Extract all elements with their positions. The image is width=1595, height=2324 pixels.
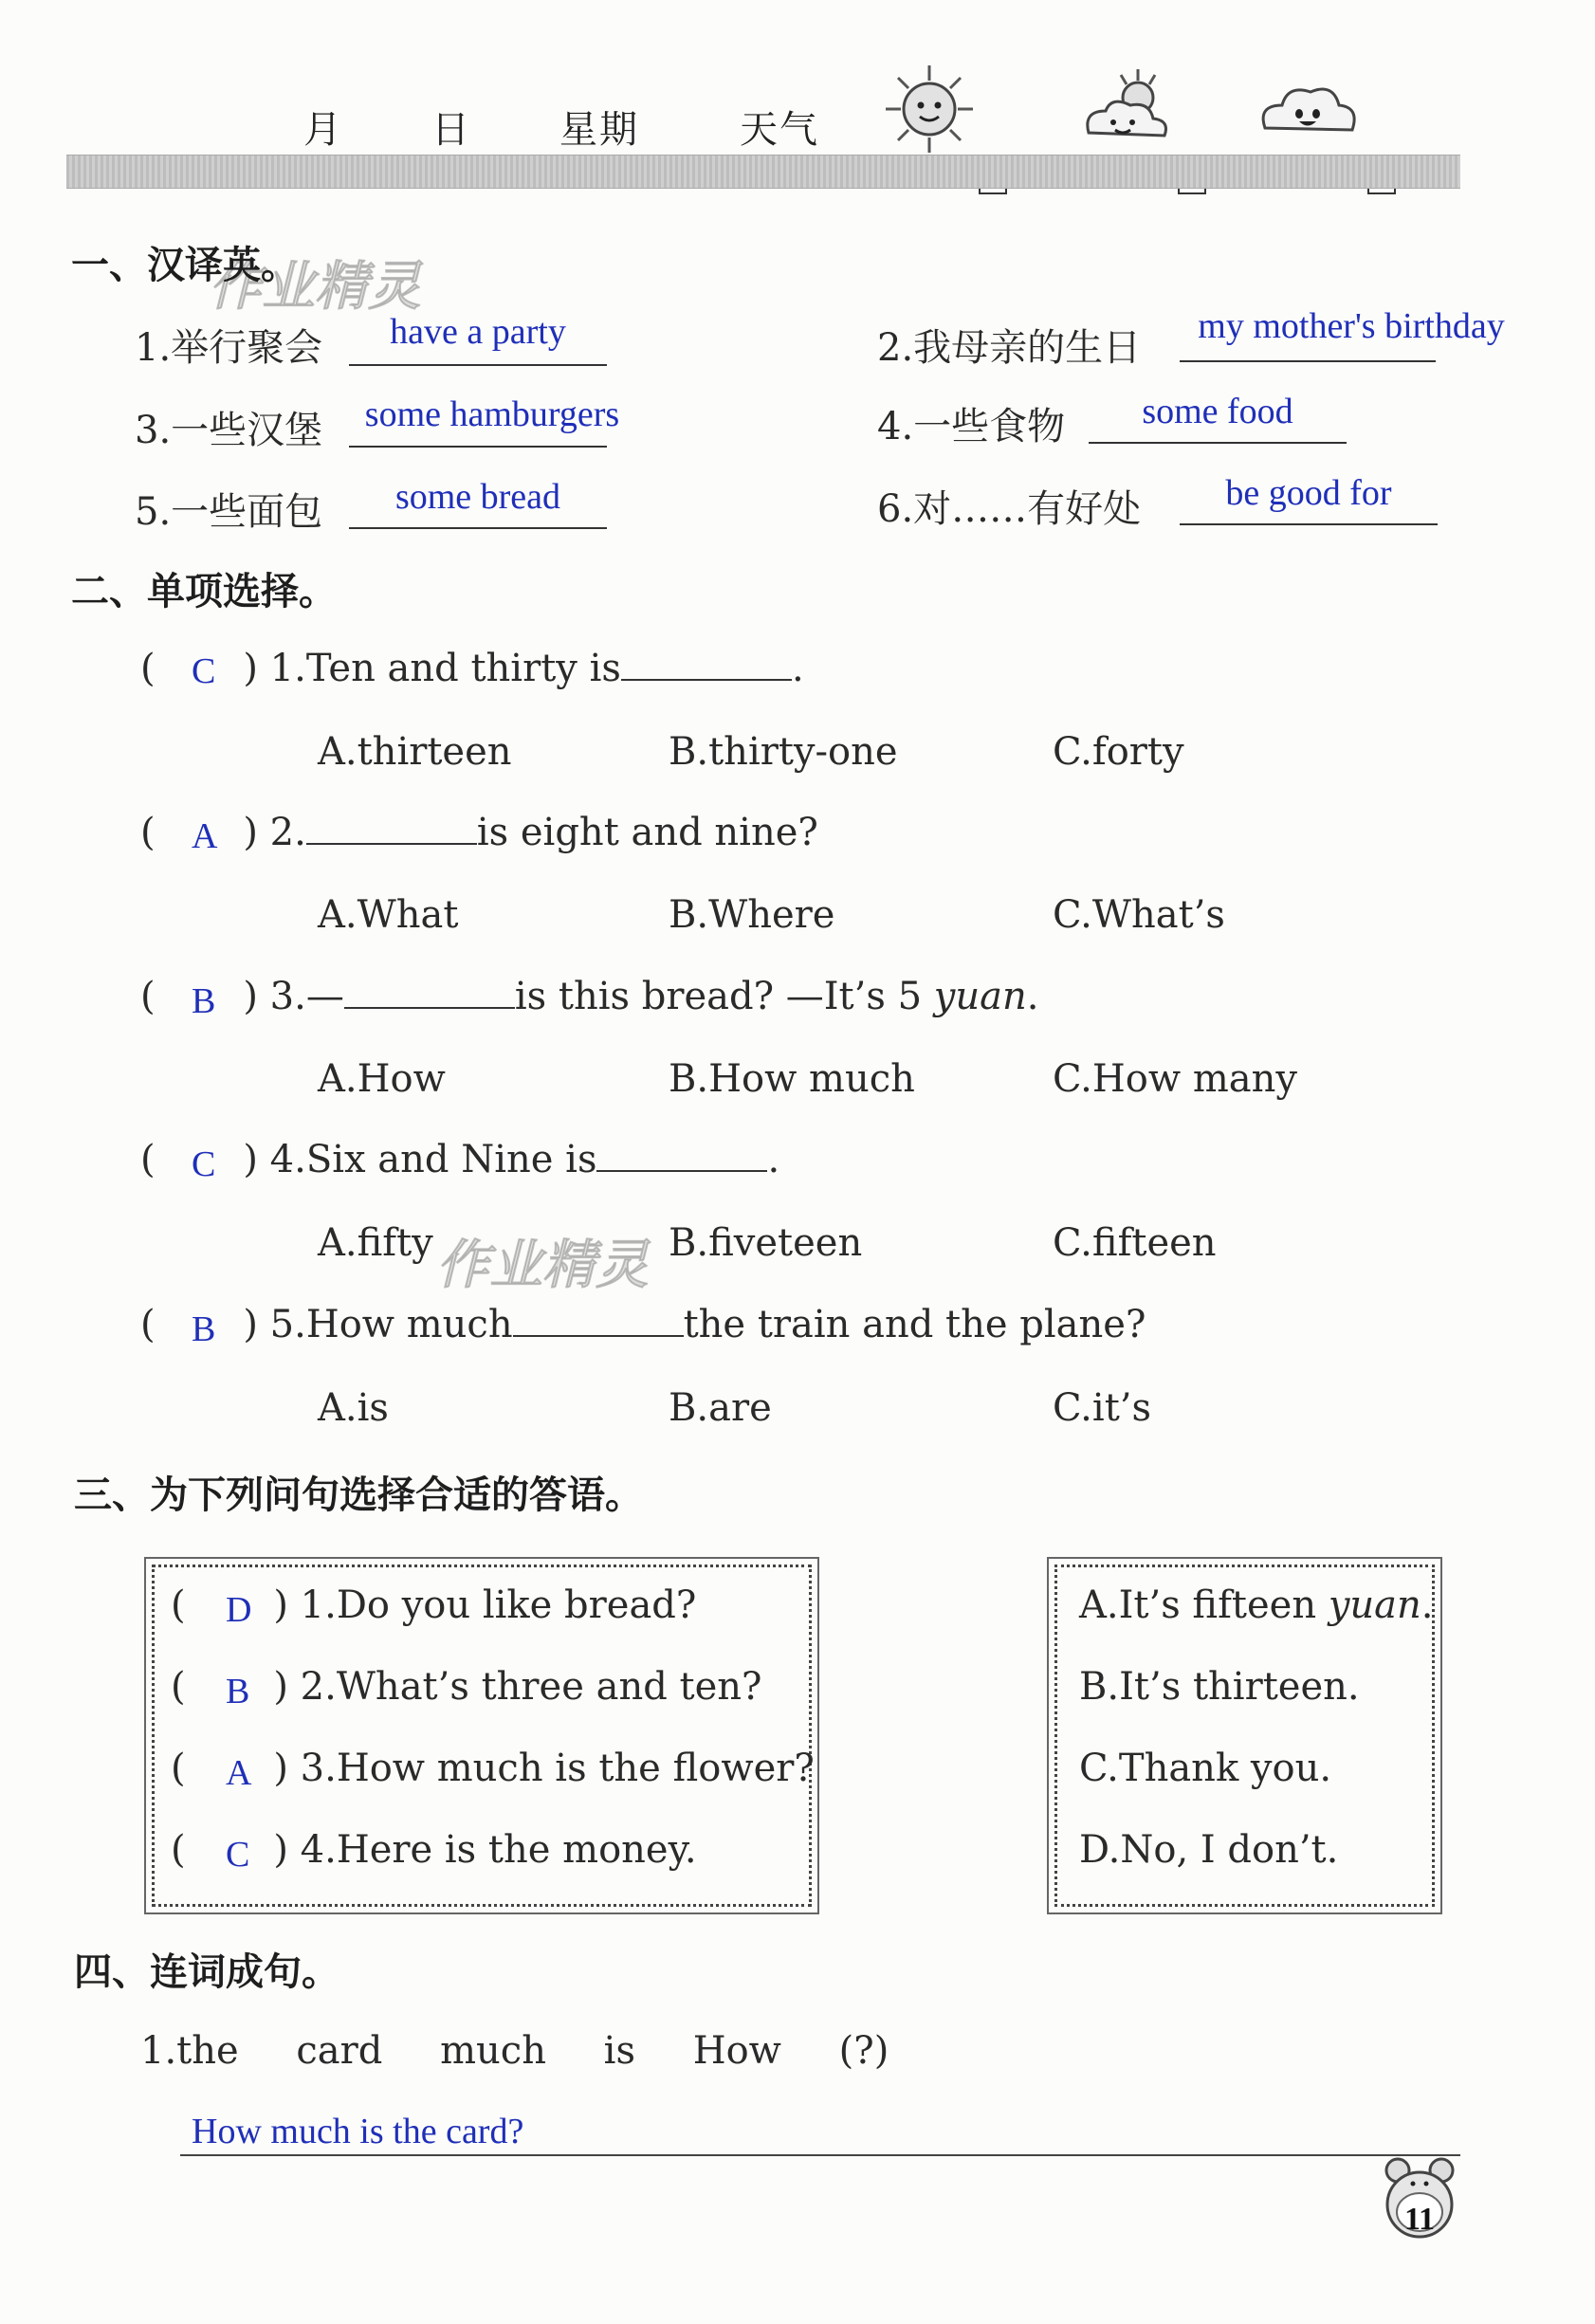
option-b: B.are [669, 1386, 772, 1430]
option-a: A.is [318, 1386, 389, 1430]
sentence-answer: How much is the card? [192, 2112, 524, 2151]
section2-title: 二、单项选择。 [71, 570, 337, 613]
question-5: ( ) 5.How much the train and the plane? [140, 1303, 1146, 1346]
option-c: C.What’s [1053, 893, 1225, 937]
section3-title: 三、为下列问句选择合适的答语。 [74, 1473, 643, 1517]
question-1: ( ) 1.Ten and thirty is . [140, 647, 804, 690]
option-a: A.How [318, 1057, 446, 1101]
scrambled-words: 1.the card much is How (?) [140, 2029, 889, 2073]
answer-line [349, 527, 607, 529]
question-4: ( ) 4.Six and Nine is . [140, 1138, 780, 1181]
page-header [66, 52, 1460, 194]
response-c: C.Thank you. [1079, 1747, 1332, 1790]
match-answer-4: C [226, 1835, 250, 1875]
section1-answer-3: some hamburgers [364, 394, 620, 434]
section4-title: 四、连词成句。 [74, 1950, 339, 1994]
option-b: B.How much [669, 1057, 915, 1101]
answer-line [1180, 360, 1436, 362]
section1-prompt-3: 3.一些汉堡 [135, 409, 323, 452]
watermark-text: 作业精灵 [436, 1235, 649, 1296]
question-3: ( ) 3.— is this bread? —It’s 5 yuan. [140, 975, 1039, 1018]
section1-answer-5: some bread [394, 477, 561, 517]
section1-prompt-6: 6.对……有好处 [877, 487, 1142, 531]
option-c: C.it’s [1053, 1386, 1152, 1430]
option-b: B.Where [669, 893, 835, 937]
option-b: B.fiveteen [669, 1221, 863, 1265]
section1-title: 一、汉译英。 [71, 244, 299, 287]
section1-prompt-4: 4.一些食物 [877, 405, 1066, 448]
match-question-3: ( ) 3.How much is the flower? [171, 1747, 815, 1790]
section1-prompt-5: 5.一些面包 [135, 490, 323, 534]
weekday-label: 星期 [559, 108, 639, 152]
partly-sunny-icon [1072, 62, 1185, 156]
answer-line [180, 2154, 1460, 2156]
answer-line [1180, 523, 1438, 525]
question-2: ( ) 2. is eight and nine? [140, 811, 818, 854]
option-a: A.fifty [318, 1221, 433, 1265]
answer-letter-2: A [192, 816, 218, 856]
response-a: A.It’s fifteen yuan. [1079, 1583, 1434, 1627]
answer-letter-5: B [192, 1309, 216, 1349]
answer-letter-4: C [192, 1144, 216, 1184]
section1-prompt-2: 2.我母亲的生日 [877, 326, 1142, 370]
answer-line [349, 446, 607, 448]
match-question-4: ( ) 4.Here is the money. [171, 1828, 697, 1872]
option-c: C.forty [1053, 730, 1184, 774]
match-answer-3: A [226, 1753, 252, 1793]
answer-letter-1: C [192, 651, 216, 691]
match-answer-2: B [226, 1672, 250, 1711]
weather-label: 天气 [740, 108, 819, 152]
section1-answer-6: be good for [1225, 473, 1392, 513]
option-b: B.thirty-one [669, 730, 898, 774]
sunny-icon [882, 62, 977, 156]
month-label: 月 [303, 108, 343, 152]
answer-line [1089, 442, 1347, 444]
option-c: C.fifteen [1053, 1221, 1217, 1265]
section1-answer-4: some food [1142, 392, 1293, 431]
option-a: A.What [318, 893, 459, 937]
cloudy-icon [1252, 62, 1366, 156]
header-band [66, 155, 1460, 189]
section1-answer-1: have a party [390, 312, 566, 352]
match-question-1: ( ) 1.Do you like bread? [171, 1583, 697, 1627]
section1-prompt-1: 1.举行聚会 [135, 326, 323, 370]
option-a: A.thirteen [318, 730, 512, 774]
option-c: C.How many [1053, 1057, 1297, 1101]
day-label: 日 [431, 108, 471, 152]
answer-line [349, 364, 607, 366]
match-question-2: ( ) 2.What’s three and ten? [171, 1665, 762, 1709]
match-answer-1: D [226, 1590, 252, 1630]
answer-letter-3: B [192, 981, 216, 1021]
response-d: D.No, I don’t. [1079, 1828, 1339, 1872]
page-number: 11 [1403, 2202, 1436, 2237]
response-b: B.It’s thirteen. [1079, 1665, 1360, 1709]
watermark-text: 作业精灵 [209, 256, 421, 318]
section1-answer-2: my mother's birthday [1198, 306, 1505, 346]
